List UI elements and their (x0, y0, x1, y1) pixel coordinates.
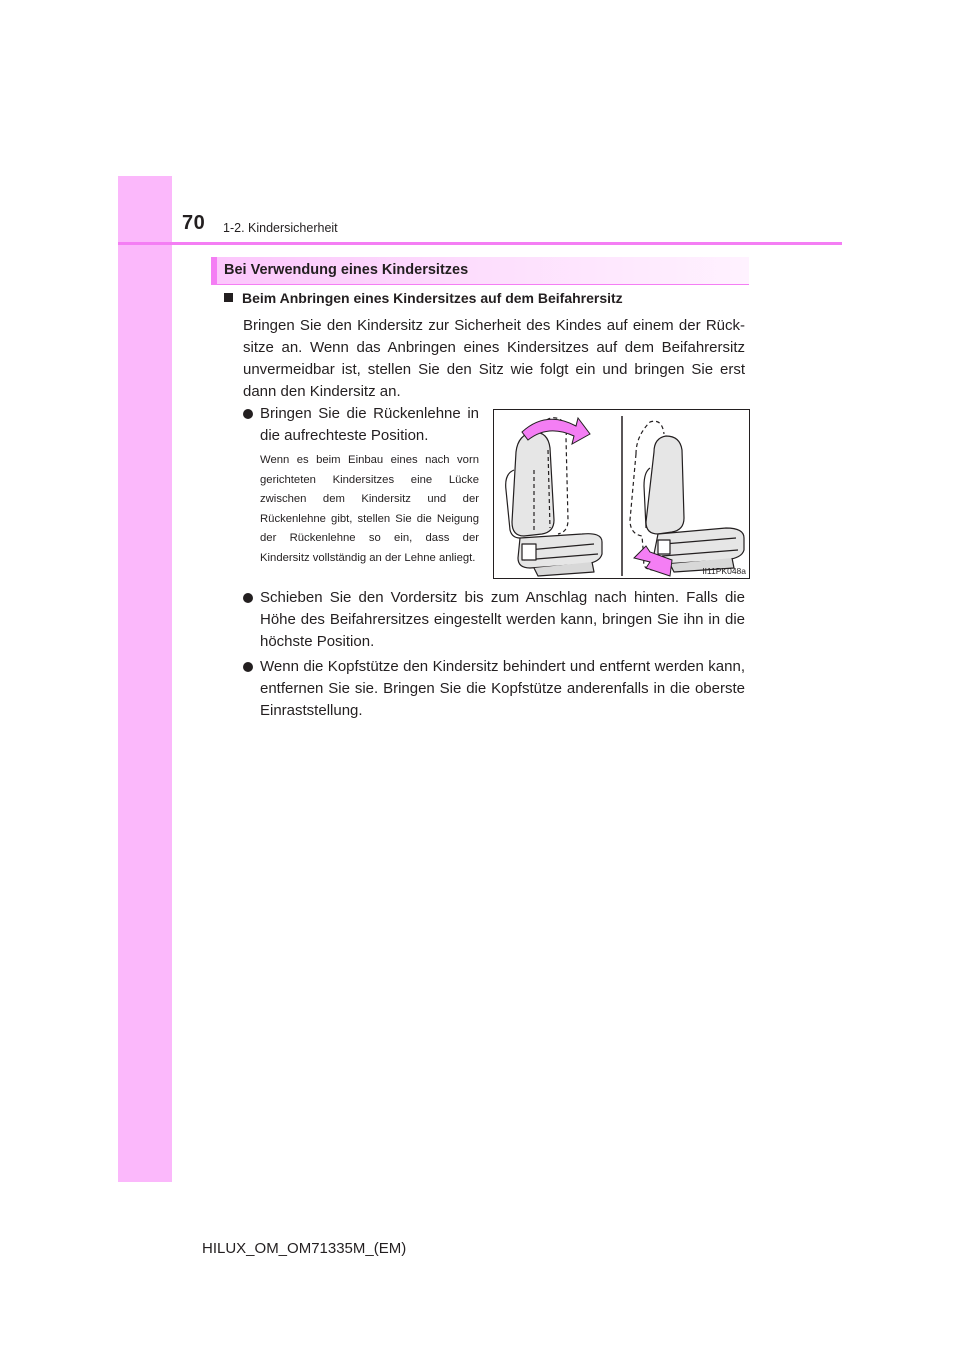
subheading-text: Beim Anbringen eines Kindersitzes auf dem Beifahrersitz (242, 290, 623, 306)
seat-illustration (493, 409, 750, 579)
section-title-bar (211, 257, 217, 284)
intro-paragraph: Bringen Sie den Kindersitz zur Sicherheit des Kindes auf einem der Rück-sitze an. Wenn das Anbringen eines Kindersitzes auf dem Beifahrersitz unvermeidbar ist, stellen Sie den Sitz wie folgt ein und bringen Sie erst dann den Kindersitz an. (243, 317, 745, 400)
section-divider (211, 284, 749, 285)
section-title-box (211, 257, 749, 284)
header-divider (118, 242, 842, 245)
breadcrumb: 1-2. Kindersicherheit (223, 221, 338, 235)
bullet-text: Schieben Sie den Vordersitz bis zum Anschlag nach hinten. Falls die Höhe des Beifahrersitzes eingestellt werden kann, bringen Sie ihn in die höchste Position. (260, 589, 745, 650)
figure-code: II11PK048a (702, 566, 746, 576)
bullet-dot-icon (243, 409, 253, 419)
seat-drawing (494, 410, 751, 580)
section-title: Bei Verwendung eines Kindersitzes (224, 262, 469, 278)
page-number: 70 (182, 212, 206, 234)
right-seat (644, 436, 744, 572)
bullet-text: Bringen Sie die Rückenlehne in die aufrechteste Position. (260, 405, 479, 444)
bullet-text: Wenn die Kopfstütze den Kindersitz behindert und entfernt werden kann, entfernen Sie sie. Bringen Sie die Kopfstütze anderenfalls in die oberste Einraststellung. (260, 658, 745, 719)
note-paragraph: Wenn es beim Einbau eines nach vorn gerichteten Kindersitzes eine Lücke zwischen dem Kindersitz und der Rückenlehne gibt, stellen Sie die Neigung der Rückenlehne so ein, dass der Kindersitz vollständig an der Lehne anliegt. (260, 454, 479, 564)
left-seat (506, 432, 602, 576)
square-bullet-icon (224, 293, 233, 302)
side-color-band (118, 176, 172, 1182)
subheading (224, 290, 623, 306)
document-id: HILUX_OM_OM71335M_(EM) (202, 1240, 407, 1257)
bullet-dot-icon (243, 662, 253, 672)
bullet-dot-icon (243, 593, 253, 603)
